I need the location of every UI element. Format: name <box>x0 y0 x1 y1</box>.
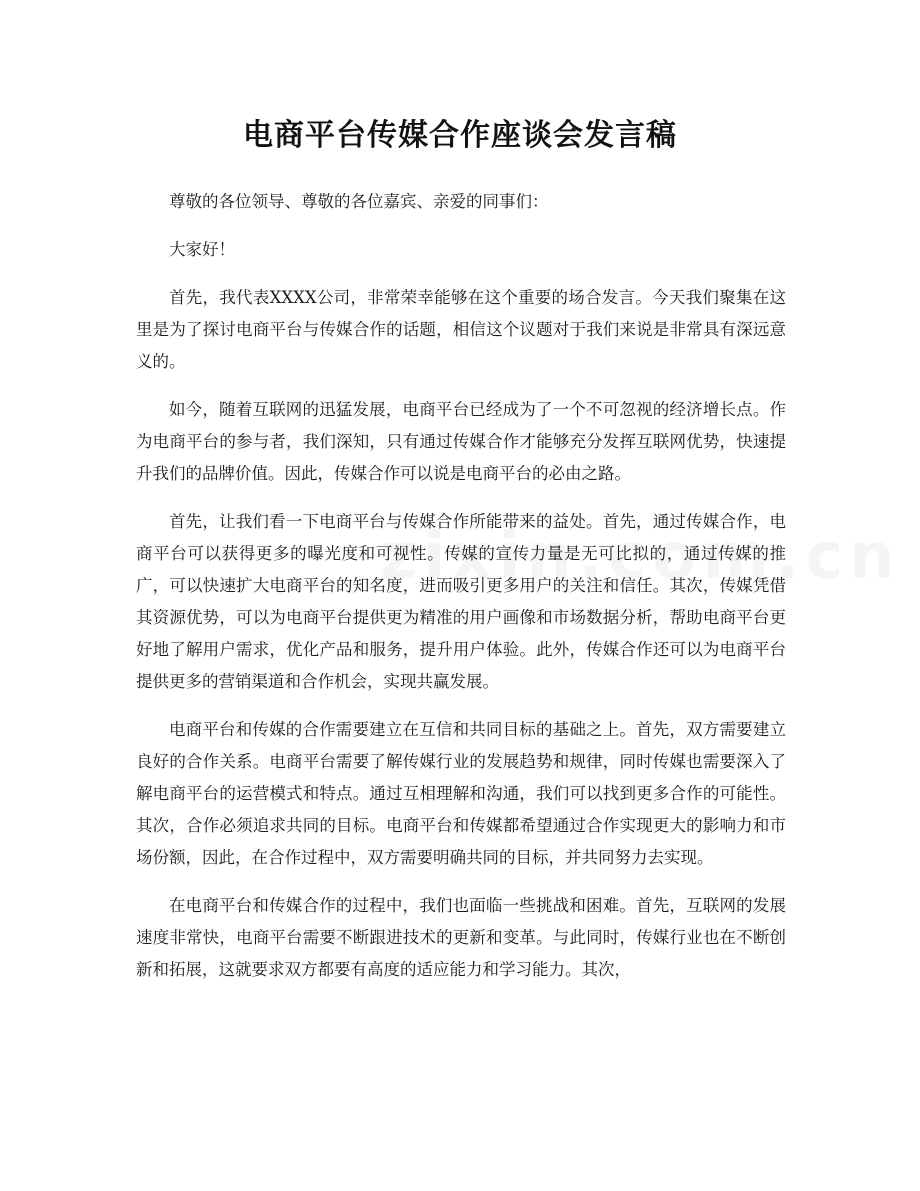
paragraph-greeting: 大家好！ <box>169 240 235 259</box>
document-body <box>136 186 786 1002</box>
paragraph-salutation: 尊敬的各位领导、尊敬的各位嘉宾、亲爱的同事们： <box>169 192 549 211</box>
paragraph: 在电商平台和传媒合作的过程中，我们也面临一些挑战和困难。首先，互联网的发展速度非常快，电商平台需要不断跟进技术的更新和变革。与此同时，传媒行业也在不断创新和拓展，这就要求双方都要有高度的适应能力和学习能力。其次， <box>136 896 786 979</box>
paragraph: 电商平台和传媒的合作需要建立在互信和共同目标的基础之上。首先，双方需要建立良好的合作关系。电商平台需要了解传媒行业的发展趋势和规律，同时传媒也需要深入了解电商平台的运营模式和特点。通过互相理解和沟通，我们可以找到更多合作的可能性。其次，合作必须追求共同的目标。电商平台和传媒都希望通过合作实现更大的影响力和市场份额，因此，在合作过程中，双方需要明确共同的目标，并共同努力去实现。 <box>136 720 786 867</box>
paragraph: 首先，让我们看一下电商平台与传媒合作所能带来的益处。首先，通过传媒合作，电商平台可以获得更多的曝光度和可视性。传媒的宣传力量是无可比拟的，通过传媒的推广，可以快速扩大电商平台的知名度，进而吸引更多用户的关注和信任。其次，传媒凭借其资源优势，可以为电商平台提供更为精准的用户画像和市场数据分析，帮助电商平台更好地了解用户需求，优化产品和服务，提升用户体验。此外，传媒合作还可以为电商平台提供更多的营销渠道和合作机会，实现共赢发展。 <box>136 512 786 691</box>
paragraph: 首先，我代表XXXX公司，非常荣幸能够在这个重要的场合发言。今天我们聚集在这里是为了探讨电商平台与传媒合作的话题，相信这个议题对于我们来说是非常具有深远意义的。 <box>136 288 786 371</box>
document-title: 电商平台传媒合作座谈会发言稿 <box>243 118 677 153</box>
paragraph: 如今，随着互联网的迅猛发展，电商平台已经成为了一个不可忽视的经济增长点。作为电商平台的参与者，我们深知，只有通过传媒合作才能够充分发挥互联网优势，快速提升我们的品牌价值。因此，传媒合作可以说是电商平台的必由之路。 <box>136 400 786 483</box>
